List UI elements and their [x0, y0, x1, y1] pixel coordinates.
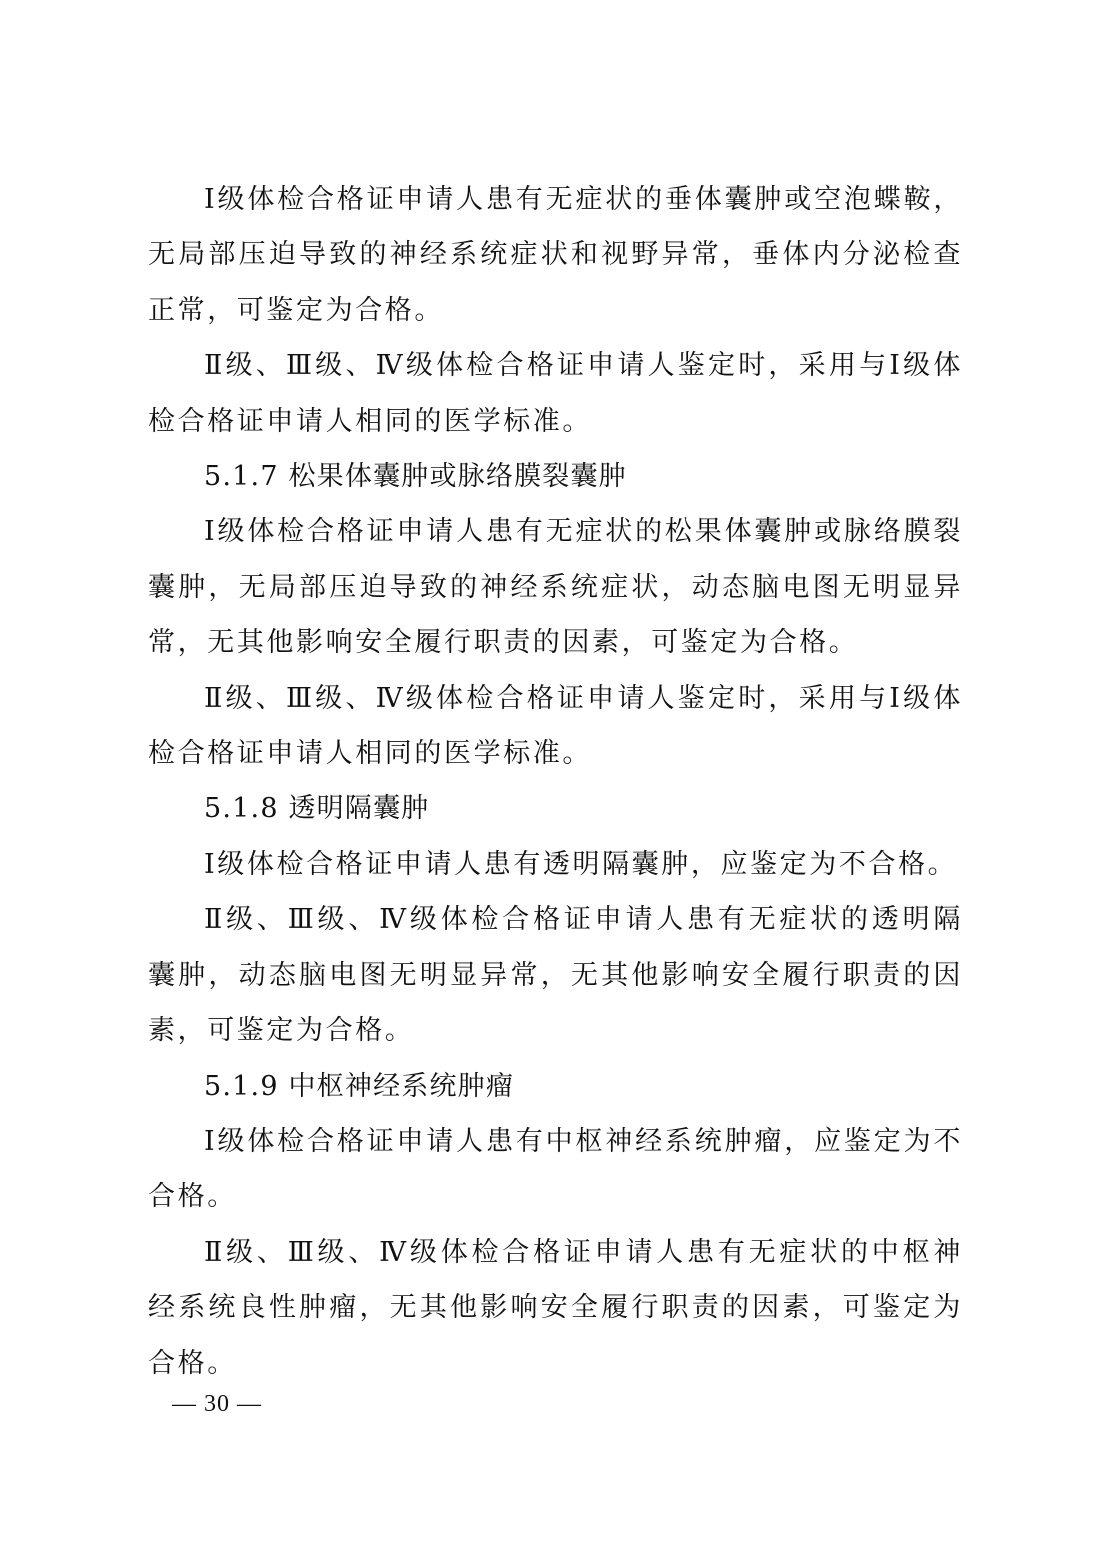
page-number: — 30 —: [172, 1391, 262, 1417]
section-heading-5-1-9: 5.1.9 中枢神经系统肿瘤: [204, 1070, 515, 1102]
paragraph-cns-tumor-class1: Ⅰ级体检合格证申请人患有中枢神经系统肿瘤，应鉴定为不合格。: [148, 1125, 963, 1213]
paragraph-cns-tumor-class2-4: Ⅱ级、Ⅲ级、Ⅳ级体检合格证申请人患有无症状的中枢神经系统良性肿瘤，无其他影响安全履行职责的因素，可鉴定为合格。: [148, 1236, 963, 1379]
document-body: [148, 172, 963, 1391]
section-heading-5-1-8: 5.1.8 透明隔囊肿: [204, 793, 430, 825]
paragraph-pineal-class2-4: Ⅱ级、Ⅲ级、Ⅳ级体检合格证申请人鉴定时，采用与Ⅰ级体检合格证申请人相同的医学标准。: [148, 682, 963, 770]
paragraph-pituitary-class1: Ⅰ级体检合格证申请人患有无症状的垂体囊肿或空泡蝶鞍，无局部压迫导致的神经系统症状和视野异常，垂体内分泌检查正常，可鉴定为合格。: [148, 184, 963, 326]
paragraph-septum-class2-4: Ⅱ级、Ⅲ级、Ⅳ级体检合格证申请人患有无症状的透明隔囊肿，动态脑电图无明显异常，无其他影响安全履行职责的因素，可鉴定为合格。: [148, 904, 963, 1047]
paragraph-pineal-class1: Ⅰ级体检合格证申请人患有无症状的松果体囊肿或脉络膜裂囊肿，无局部压迫导致的神经系统症状，动态脑电图无明显异常，无其他影响安全履行职责的因素，可鉴定为合格。: [148, 516, 963, 659]
section-heading-5-1-7: 5.1.7 松果体囊肿或脉络膜裂囊肿: [204, 461, 627, 493]
paragraph-septum-class1: Ⅰ级体检合格证申请人患有透明隔囊肿，应鉴定为不合格。: [204, 848, 958, 880]
paragraph-pituitary-class2-4: Ⅱ级、Ⅲ级、Ⅳ级体检合格证申请人鉴定时，采用与Ⅰ级体检合格证申请人相同的医学标准。: [148, 350, 963, 437]
